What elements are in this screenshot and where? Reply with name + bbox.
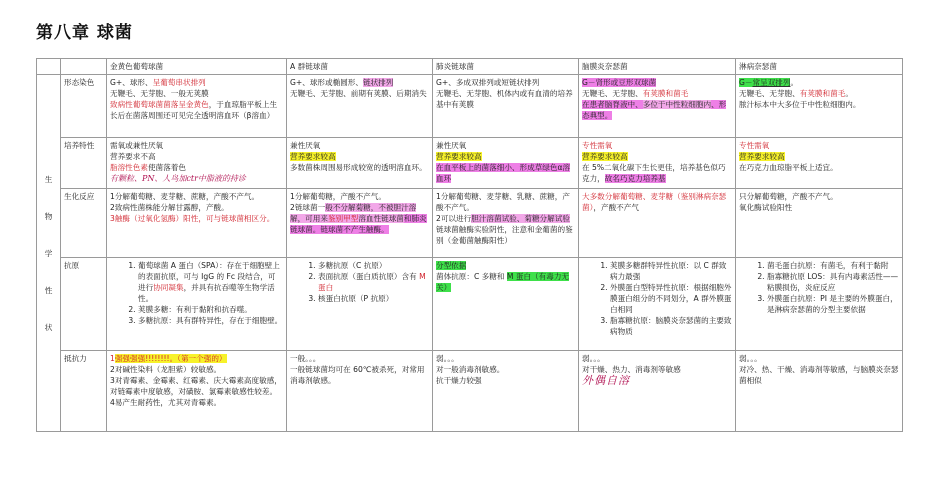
col-header-meningitidis: 脑膜炎奈瑟菌 (579, 59, 736, 75)
table-cell: G－常呈双排列。 无鞭毛、无芽胞、有荚膜和菌毛。 脓汁标本中大多位于中性粒细胞内。 (736, 75, 903, 138)
table-cell: 弱。。。 对冷、热、干燥、消毒剂等敏感，与脑膜炎奈瑟菌相似 (736, 351, 903, 432)
table-cell: 弱。。。 对干燥、热力、消毒剂等敏感 外偶自溶 (579, 351, 736, 432)
row-label: 抗原 (61, 258, 107, 351)
table-cell: 专性需氧 营养要求较高 在 5%二氧化碳下生长更佳，培养基色似巧克力，故名巧克力培养基 (579, 138, 736, 189)
table-cell: 一般。。。 一般链球菌均可在 60℃被杀死，对常用消毒剂敏感。 (287, 351, 433, 432)
header-blank-2 (61, 59, 107, 75)
table-cell: 需氧或兼性厌氧 营养要求不高 脂溶性色素使菌落着色 有颗粒、PN、人鸟加ctr中脂液的持诊 (107, 138, 287, 189)
table-cell: G+、多成双排列或短链状排列 无鞭毛、无芽胞、机体内或有血清的培养基中有荚膜 (433, 75, 579, 138)
col-header-gonorrhoeae: 淋病奈瑟菌 (736, 59, 903, 75)
table-row (37, 189, 903, 258)
comparison-table (36, 58, 903, 432)
side-label: 生 物 学 性 状 (37, 75, 61, 432)
col-header-group-a-strep: A 群链球菌 (287, 59, 433, 75)
table-cell: 1. 多糖抗原（C 抗原） 2. 表面抗原（蛋白质抗原）含有 M 蛋白 3. 核蛋白抗原（P 抗原） (287, 258, 433, 351)
table-cell: 弱。。。 对一般消毒剂敏感。 抗干燥力较强 (433, 351, 579, 432)
table-cell: 1. 荚膜多糖群特异性抗原：以 C 群致病力最强 2. 外膜蛋白型特异性抗原：根据细胞外膜蛋白组分的不同划分，A 群外膜蛋白相同 3. 脂寡糖抗原：脑膜炎奈瑟菌的主要致病物质 (579, 258, 736, 351)
chapter-title: 第八章 球菌 (36, 23, 133, 43)
table-cell: G－肾形或豆形双球菌 无鞭毛、无芽胞、有荚膜和菌毛 在患者脑脊液中、多位于中性粒细胞内、形态典型。 (579, 75, 736, 138)
row-label: 生化反应 (61, 189, 107, 258)
col-header-saureus: 金黄色葡萄球菌 (107, 59, 287, 75)
handwritten-note: 有颗粒、PN、人鸟加ctr中脂液的持诊 (110, 174, 246, 183)
table-cell: 1分解葡萄糖、麦芽糖、乳糖、蔗糖，产酸不产气。 2可以进行胆汁溶菌试验、菊糖分解试验 链球菌触酶实验阴性，注意和金葡菌的鉴别（金葡菌触酶阳性） (433, 189, 579, 258)
header-blank-1 (37, 59, 61, 75)
table-cell: 兼性厌氧 营养要求较高 多数菌株周围易形成较宽的透明溶血环。 (287, 138, 433, 189)
table-cell: 1强强强强!!!!!!!!。（第一个强的） 2对碱性染料（龙胆紫）较敏感。 3对青霉素、金霉素、红霉素、庆大霉素高度敏感，对链霉素中度敏感，对磺胺、氯霉素敏感性较差。 4易产生耐药性，尤其对青霉素。 (107, 351, 287, 432)
table-cell: 1分解葡萄糖，产酸不产气。 2链球菌一般不分解菊糖，不被胆汁溶解，可用来鉴别甲型溶血性链球菌和肺炎链球菌。链球菌不产生触酶。 (287, 189, 433, 258)
header-row (37, 59, 903, 75)
row-label: 培养特性 (61, 138, 107, 189)
row-label: 形态染色 (61, 75, 107, 138)
table-cell: G+、球形或椭圆形、链状排列 无鞭毛、无芽胞、前期有荚膜、后期消失 (287, 75, 433, 138)
table-cell: 大多数分解葡萄糖、麦芽糖（鉴别淋病奈瑟菌），产酸不产气 (579, 189, 736, 258)
col-header-pneumoniae: 肺炎链球菌 (433, 59, 579, 75)
table-row (37, 351, 903, 432)
table-cell: 只分解葡萄糖，产酸不产气。 氧化酶试验阳性 (736, 189, 903, 258)
row-label: 抵抗力 (61, 351, 107, 432)
handwritten-note: 外偶自溶 (582, 374, 630, 387)
table-cell: 1. 葡萄球菌 A 蛋白（SPA）：存在于细胞壁上的表面抗原，可与 IgG 的 Fc 段结合，可进行协同凝集，并具有抗吞噬等生物学活性。 2. 荚膜多糖：有利于黏附和抗吞噬。 3. 多糖抗原：具有群特异性，存在于细胞壁。 (107, 258, 287, 351)
table-cell: 专性需氧 营养要求较高 在巧克力血琼脂平板上适宜。 (736, 138, 903, 189)
table-cell: 1分解葡萄糖、麦芽糖、蔗糖，产酸不产气。 2致病性菌株能分解甘露醇，产酸。 3触酶（过氧化氢酶）阳性，可与链球菌相区分。 (107, 189, 287, 258)
table-row (37, 258, 903, 351)
table-row (37, 138, 903, 189)
table-cell: 兼性厌氧 营养要求较高 在血平板上的菌落细小、形成草绿色α溶血环 (433, 138, 579, 189)
table-cell: 1. 菌毛蛋白抗原：有菌毛，有利于黏附 2. 脂寡糖抗原 LOS：具有内毒素活性——粘膜损伤，炎症反应 3. 外膜蛋白抗原：PI 是主要的外膜蛋白，是淋病奈瑟菌的分型主要依据 (736, 258, 903, 351)
table-row (37, 75, 903, 138)
table-cell: 分型依据 菌体抗原：C 多糖和 M 蛋白（有毒力无关） (433, 258, 579, 351)
table-cell: G+、球形、呈葡萄串状排列 无鞭毛、无芽胞、一般无荚膜 致病性葡萄球菌菌落呈金黄色，于血琼脂平板上生长后在菌落周围还可见完全透明溶血环（β溶血） (107, 75, 287, 138)
